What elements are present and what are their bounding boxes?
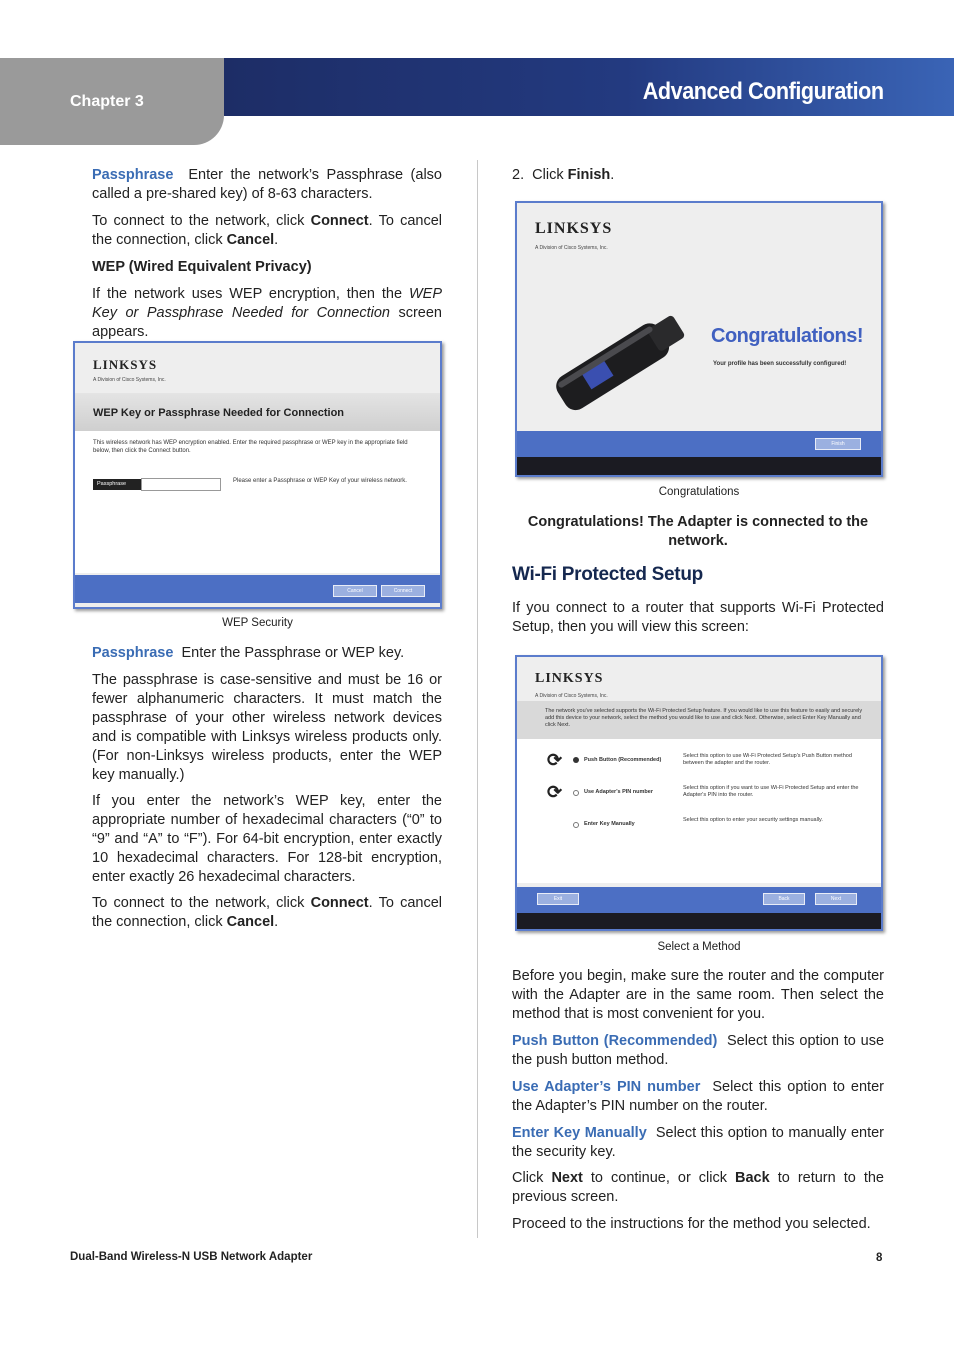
option-pin-label: Use Adapter's PIN number <box>584 789 653 795</box>
finish-word: Finish <box>567 167 611 183</box>
usb-adapter-image <box>539 303 699 413</box>
text: Click <box>512 1170 552 1186</box>
back-word: Back <box>735 1170 770 1186</box>
cancel-button[interactable]: Cancel <box>333 585 377 597</box>
text: . <box>610 167 615 183</box>
page-number: 8 <box>876 1252 883 1264</box>
option-push-button-label: Push Button (Recommended) <box>584 757 662 763</box>
left-para-case <box>92 671 442 785</box>
left-para-wep <box>92 285 442 342</box>
wps-icon: ⟳ <box>547 782 563 802</box>
right-para-pin <box>512 1078 884 1116</box>
text: If you enter the network’s WEP key, enter the appropriate number of hexadecimal characters (“0” to “9” and “A” to “F”). For 64-bit encryption, enter exactly 10 hexadecimal characters. For 128-bit encryption, enter exactly 26 hexadecimal characters. <box>92 793 442 885</box>
logo-subtitle: A Division of Cisco Systems, Inc. <box>93 377 166 383</box>
step-finish <box>512 166 884 185</box>
text: If the network uses WEP encryption, then the <box>92 286 409 302</box>
text: screen appears. <box>92 305 442 340</box>
wep-heading-text: WEP (Wired Equivalent Privacy) <box>92 259 312 275</box>
chapter-label: Chapter 3 <box>70 93 144 110</box>
option-manual-desc: Select this option to enter your security settings manually. <box>683 817 823 823</box>
radio-manual[interactable] <box>573 822 579 828</box>
text: Enter the network’s Passphrase (also called a pre-shared key) of 8-63 characters. <box>92 167 442 202</box>
logo-subtitle: A Division of Cisco Systems, Inc. <box>535 245 608 251</box>
right-para-manual <box>512 1124 884 1162</box>
text: Enter the Passphrase or WEP key. <box>181 645 405 661</box>
cancel-word: Cancel <box>226 914 275 930</box>
footer-product-name: Dual-Band Wireless-N USB Network Adapter <box>70 1251 313 1263</box>
radio-pin[interactable] <box>573 790 579 796</box>
text: . <box>274 232 279 248</box>
right-para-wps <box>512 599 884 637</box>
linksys-logo: LINKSYS <box>93 357 158 372</box>
wps-icon: ⟳ <box>547 750 563 770</box>
connect-word: Connect <box>310 895 369 911</box>
dialog-description: This wireless network has WEP encryption enabled. Enter the required passphrase or WEP key in the appropriate field below, then click the Connect button. <box>93 440 408 454</box>
term-manual: Enter Key Manually <box>512 1125 647 1141</box>
option-push-button-desc: Select this option to use Wi-Fi Protected Setup's Push Button method between the adapter and the router. <box>683 753 852 766</box>
logo-subtitle: A Division of Cisco Systems, Inc. <box>535 693 608 699</box>
linksys-logo: LINKSYS <box>535 220 613 237</box>
finish-button[interactable]: Finish <box>815 438 861 450</box>
wep-security-screenshot <box>73 341 442 609</box>
text: 2. Click <box>512 167 568 183</box>
text: . To cancel the connection, click <box>92 213 443 248</box>
select-method-screenshot <box>515 655 883 931</box>
caption-select-method: Select a Method <box>657 941 741 953</box>
option-pin-desc: Select this option if you want to use Wi-Fi Protected Setup and enter the Adapter's PIN into the router. <box>683 785 859 798</box>
dialog-title: WEP Key or Passphrase Needed for Connection <box>93 407 345 419</box>
connected-message: Congratulations! The Adapter is connected to the network. <box>527 514 869 549</box>
linksys-logo: LINKSYS <box>535 671 604 686</box>
congratulations-screenshot <box>515 201 883 477</box>
left-para-connect <box>92 212 442 250</box>
left-para-connect-2 <box>92 894 442 932</box>
next-word: Next <box>551 1170 583 1186</box>
page-title: Advanced Configuration <box>643 78 884 105</box>
right-para-proceed <box>512 1215 884 1234</box>
term-passphrase: Passphrase <box>92 167 174 183</box>
text: Select this option to use the push button method. <box>512 1033 885 1068</box>
text: . To cancel the connection, click <box>92 895 443 930</box>
text: . <box>274 914 279 930</box>
section-heading-wps: Wi-Fi Protected Setup <box>512 564 703 585</box>
text: If you connect to a router that supports Wi-Fi Protected Setup, then you will view this screen: <box>512 600 884 635</box>
passphrase-hint: Please enter a Passphrase or WEP Key of your wireless network. <box>233 478 407 484</box>
column-divider <box>477 160 478 1238</box>
option-manual-label: Enter Key Manually <box>584 821 635 827</box>
text: To connect to the network, click <box>92 895 311 911</box>
caption-congratulations: Congratulations <box>658 486 740 498</box>
congratulations-subtext: Your profile has been successfully configured! <box>713 361 847 367</box>
text: Before you begin, make sure the router and the computer with the Adapter are in the same room. Then select the method that is most convenient for you. <box>512 968 884 1022</box>
text: to continue, or click <box>582 1170 736 1186</box>
radio-push-button[interactable] <box>573 757 579 763</box>
text: Select this option to manually enter the security key. <box>512 1125 885 1160</box>
passphrase-input[interactable] <box>141 478 221 491</box>
connect-word: Connect <box>310 213 369 229</box>
bottom-bar <box>517 457 881 477</box>
next-button[interactable]: Next <box>815 893 857 905</box>
left-para-passphrase-2 <box>92 644 442 663</box>
screen-name: WEP Key or Passphrase Needed for Connection <box>92 286 442 321</box>
connect-button[interactable]: Connect <box>381 585 425 597</box>
caption-wep-security: WEP Security <box>222 617 293 629</box>
text: The passphrase is case-sensitive and must be 16 or fewer alphanumeric characters. It must match the passphrase of your other wireless network devices and is compatible with Linksys wireless products only. (For non-Linksys wireless products, enter the WEP key manually.) <box>92 672 442 783</box>
intro-text: The network you've selected supports the Wi-Fi Protected Setup feature. If you would like to use this feature to easily and securely add this device to your network, select the method you would like to use and click Next. Otherwise, select Enter Key Manually and click Next. <box>545 708 863 728</box>
term-passphrase: Passphrase <box>92 645 174 661</box>
text: Proceed to the instructions for the method you selected. <box>512 1216 871 1232</box>
exit-button[interactable]: Exit <box>537 893 579 905</box>
bottom-bar <box>517 913 881 931</box>
text: to return to the previous screen. <box>512 1170 884 1205</box>
term-push-button: Push Button (Recommended) <box>512 1033 718 1049</box>
left-para-passphrase <box>92 166 442 204</box>
right-para-before <box>512 967 884 1024</box>
wep-heading <box>92 258 442 277</box>
back-button[interactable]: Back <box>763 893 805 905</box>
passphrase-label: Passphrase <box>93 479 141 490</box>
term-pin: Use Adapter’s PIN number <box>512 1079 701 1095</box>
text: Select this option to enter the Adapter’s PIN number on the router. <box>512 1079 884 1114</box>
right-para-push <box>512 1032 884 1070</box>
left-para-hex <box>92 792 442 887</box>
right-para-next <box>512 1169 884 1207</box>
cancel-word: Cancel <box>226 232 275 248</box>
text: To connect to the network, click <box>92 213 311 229</box>
congratulations-headline: Congratulations! <box>711 325 863 347</box>
